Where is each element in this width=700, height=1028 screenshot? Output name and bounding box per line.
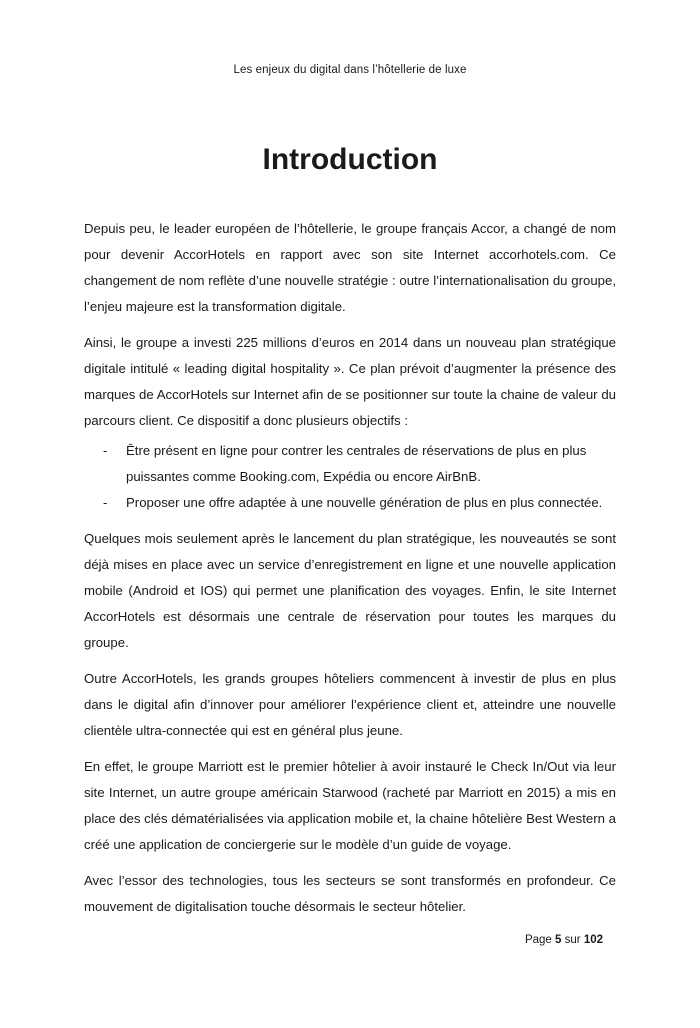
page-title: Introduction (262, 143, 438, 176)
paragraph-accor-rename: Depuis peu, le leader européen de l’hôtellerie, le groupe français Accor, a changé de nom pour devenir AccorHotels en rapport avec son site Internet accorhotels.com. Ce changement de nom reflète d’une nouvelle stratégie : outre l’internationalisation du groupe, l’enjeu majeure est la transformation digitale. (84, 221, 616, 314)
paragraph-investment-plan: Ainsi, le groupe a investi 225 millions d’euros en 2014 dans un nouveau plan stratégique digitale intitulé « leading digital hospitality ». Ce plan prévoit d’augmenter la présence des marques de AccorHotels sur Internet afin de se positionner sur toute la chaine de valeur du parcours client. Ce dispositif a donc plusieurs objectifs : (84, 335, 616, 428)
paragraph-hotel-groups: Outre AccorHotels, les grands groupes hôteliers commencent à investir de plus en plus dans le digital afin d’innover pour améliorer l’expérience client et, atteindre une nouvelle clientèle ultra-connectée qui est en général plus jeune. (84, 671, 616, 738)
list-item-text: Être présent en ligne pour contrer les centrales de réservations de plus en plus puissantes comme Booking.com, Expédia ou encore AirBnB. (126, 443, 587, 484)
objectives-list (84, 438, 616, 516)
page-label: Page (524, 934, 552, 946)
document-body (84, 216, 616, 930)
dash-bullet-icon: - (103, 495, 108, 510)
page-number-footer (525, 934, 603, 946)
dash-bullet-icon: - (103, 443, 108, 458)
running-header: Les enjeux du digital dans l’hôtellerie de luxe (233, 64, 467, 76)
paragraph-conclusion: Avec l’essor des technologies, tous les secteurs se sont transformés en profondeur. Ce mouvement de digitalisation touche désormais le secteur hôtelier. (84, 873, 616, 914)
page-separator: sur (564, 934, 581, 946)
list-item (84, 490, 616, 516)
current-page-number: 5 (555, 934, 562, 946)
paragraph-new-services: Quelques mois seulement après le lancement du plan stratégique, les nouveautés se sont déjà mises en place avec un service d’enregistrement en ligne et une nouvelle application mobile (Android et IOS) qui permet une planification des voyages. Enfin, le site Internet AccorHotels est désormais une centrale de réservation pour toutes les marques du groupe. (84, 531, 616, 650)
list-item (84, 438, 616, 490)
paragraph-marriott-examples: En effet, le groupe Marriott est le premier hôtelier à avoir instauré le Check In/Out via leur site Internet, un autre groupe américain Starwood (racheté par Marriott en 2015) a mis en place des clés dématérialisées via application mobile et, la chaine hôtelière Best Western a créé une application de conciergerie sur le modèle d’un guide de voyage. (84, 759, 616, 852)
list-item-text: Proposer une offre adaptée à une nouvelle génération de plus en plus connectée. (126, 495, 603, 510)
total-pages-number: 102 (583, 934, 603, 946)
